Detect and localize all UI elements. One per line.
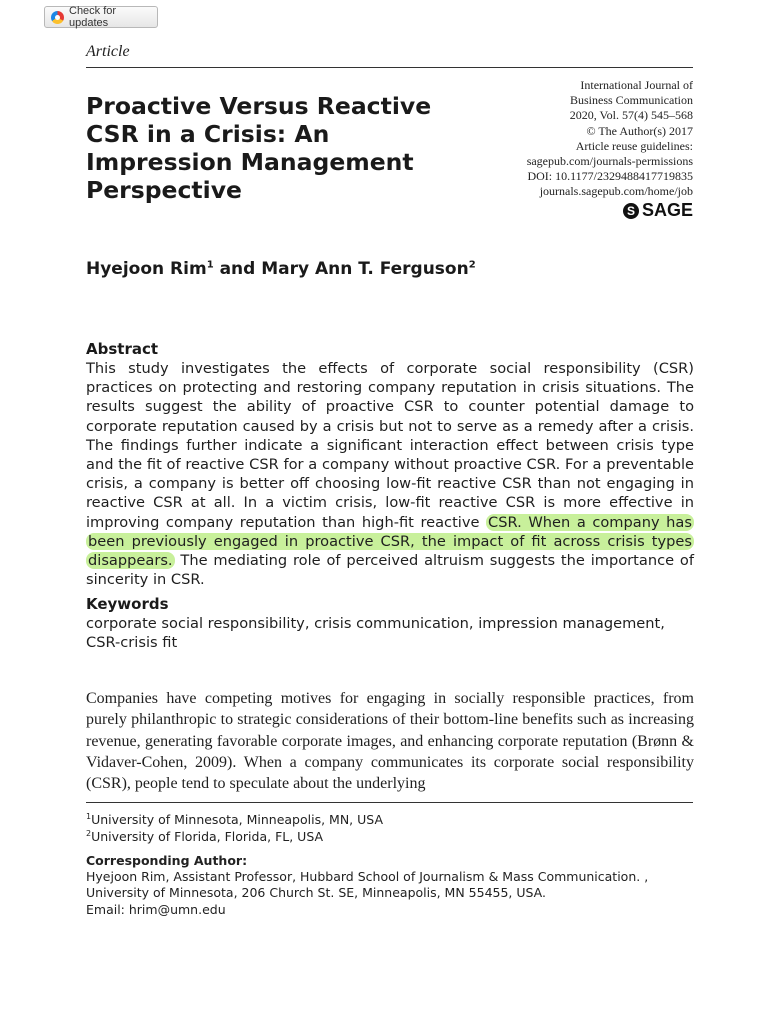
journal-info (433, 78, 693, 219)
author-conjunction: and (213, 259, 262, 279)
highlighted-text[interactable]: CSR. When a company has been previously engaged in proactive CSR, the impact of fit across crisis types disappears. (88, 513, 692, 570)
corresponding-author-heading: Corresponding Author: (86, 853, 248, 868)
check-for-updates-label: Check for updates (69, 5, 117, 29)
crossmark-icon (51, 11, 64, 24)
journal-homepage-link[interactable]: journals.sagepub.com/home/job (539, 184, 693, 199)
corresponding-author-address: Hyejoon Rim, Assistant Professor, Hubbard School of Journalism & Mass Communication. , University of Minnesota, 206 Church St. SE, Minneapolis, MN 55455, USA. (86, 869, 649, 901)
journal-name-line-1: International Journal of (580, 78, 693, 92)
author-name: Hyejoon Rim (86, 259, 207, 279)
journal-volume: 2020, Vol. 57(4) 545–568 (569, 108, 693, 123)
sage-logo (623, 200, 693, 221)
journal-name-line-2: Business Communication (570, 93, 693, 108)
sage-icon: S (623, 203, 639, 219)
permissions-link[interactable]: sagepub.com/journals-permissions (526, 154, 693, 169)
body-paragraph: Companies have competing motives for engaging in socially responsible practices, from purely philanthropic to strategic considerations of their bottom-line benefits such as increasing revenue, generating favorable corporate images, and enhancing corporate reputation (Brønn & Vidaver-Cohen, 2009). When a company communicates its corporate social responsibility (CSR), people tend to speculate about the underlying (86, 690, 694, 793)
abstract-text-part: This study investigates the effects of corporate social responsibility (CSR) practices on protecting and restoring company reputation in crisis situations. The results suggest the ability of proactive CSR to counter potential damage to corporate reputation caused by a crisis but not to serve as a remedy after a crisis. The findings further indicate a significant interaction effect between crisis type and the fit of reactive CSR for a company without proactive CSR. For a preventable crisis, a company is better off choosing low-fit reactive CSR than not engaging in reactive CSR at all. In a victim crisis, low-fit reactive CSR is more effective in improving company reputation than high-fit reactive (86, 360, 694, 531)
footnote-divider (86, 802, 693, 803)
affiliation-marker: 1 (86, 811, 92, 821)
header-divider (86, 67, 693, 68)
affiliation-text: University of Florida, Florida, FL, USA (91, 828, 324, 844)
author-name: Mary Ann T. Ferguson (261, 259, 469, 279)
check-for-updates-button[interactable] (44, 6, 158, 28)
author-affiliation-marker: 2 (468, 259, 476, 271)
affiliation-text: University of Minnesota, Minneapolis, MN, USA (91, 812, 383, 827)
abstract-text (86, 359, 694, 589)
doi[interactable]: DOI: 10.1177/2329488417719835 (527, 169, 693, 184)
corresponding-author-details (86, 869, 696, 918)
keywords-heading: Keywords (86, 595, 169, 613)
affiliation-marker: 2 (86, 828, 92, 838)
author-affiliation-marker: 1 (206, 259, 214, 271)
abstract-heading: Abstract (86, 340, 159, 358)
affiliation-1 (86, 812, 383, 829)
abstract-text-part: The mediating role of perceived altruism suggests the importance of sincerity in CSR. (86, 552, 694, 589)
keywords-text: corporate social responsibility, crisis communication, impression management, CSR-crisis fit (86, 615, 665, 652)
corresponding-author-email[interactable]: Email: hrim@umn.edu (86, 901, 226, 917)
reuse-guidelines-label: Article reuse guidelines: (575, 138, 693, 153)
affiliation-2 (86, 829, 383, 846)
copyright: © The Author(s) 2017 (586, 123, 693, 138)
paper-title: Proactive Versus Reactive CSR in a Crisis: An Impression Management Perspective (86, 92, 432, 204)
article-type-label: Article (86, 43, 130, 60)
affiliations (86, 812, 383, 845)
sage-wordmark: SAGE (641, 200, 693, 221)
author-line (86, 259, 476, 279)
